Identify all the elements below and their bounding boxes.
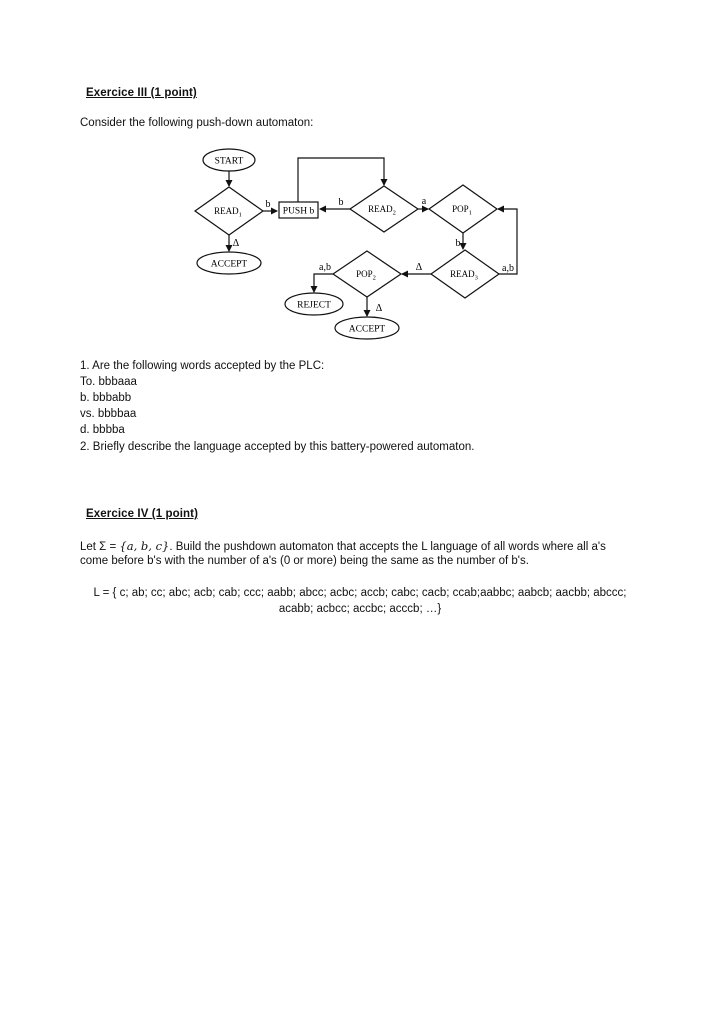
edge-read2-push-label: b [338, 197, 344, 208]
word-option-d: d. bbbba [80, 424, 125, 436]
edge-read3-pop2-label: Δ [415, 262, 423, 273]
edge-pop2-accept-label: Δ [375, 303, 383, 314]
read3-text: READ [450, 269, 475, 279]
accept2-label: ACCEPT [348, 324, 386, 335]
edge-pop2-reject-label: a,b [319, 262, 331, 273]
language-definition-line-1: L = { c; ab; cc; abc; acb; cab; ccc; aabb; abcc; acbc; accb; cabc; cacb; ccab;aabbc; aabcb; aacbb; abccc; [93, 587, 627, 599]
edge-pop1-read3-label: b [455, 238, 461, 249]
edge-read1-accept-label: Δ [232, 238, 240, 249]
exercise-4-statement-line-1 [80, 539, 606, 553]
pushdown-automaton-diagram [0, 0, 725, 360]
sigma-set: {a, b, c} [119, 539, 170, 553]
word-option-b: b. bbbabb [80, 392, 132, 404]
edge-read2-pop1-label: a [421, 196, 427, 207]
language-definition-line-2: acabb; acbcc; accbc; acccb; …} [278, 603, 442, 615]
start-label: START [214, 156, 244, 167]
word-option-a: To. bbbaaa [80, 376, 137, 388]
read1-subscript: 1 [238, 211, 242, 219]
pop2-subscript: 2 [372, 274, 376, 282]
word-option-c: vs. bbbbaa [80, 408, 137, 420]
question-1: 1. Are the following words accepted by the PLC: [80, 360, 325, 372]
read1-text: READ [214, 206, 239, 216]
sigma-suffix: . Build the pushdown automaton that accepts the L language of all words where all a's [169, 541, 606, 553]
edge-read3-loop-label: a,b [502, 263, 514, 274]
exercise-3-intro: Consider the following push-down automaton: [80, 117, 314, 129]
read3-subscript: 3 [474, 274, 478, 282]
exercise-3-title: Exercice III (1 point) [86, 87, 197, 99]
accept1-label: ACCEPT [210, 259, 248, 270]
push-b-label: PUSH b [282, 206, 315, 217]
pop1-text: POP [452, 204, 469, 214]
sigma-prefix: Let Σ = [80, 541, 120, 553]
read2-text: READ [368, 204, 393, 214]
pop2-text: POP [356, 269, 373, 279]
exercise-4-statement-line-2: come before b's with the number of a's (0 or more) being the same as the number of b's. [80, 555, 529, 567]
reject-label: REJECT [297, 300, 331, 311]
edge-read1-push-label: b [265, 199, 271, 210]
edge-pop2-reject [314, 274, 333, 292]
exercise-4-title: Exercice IV (1 point) [86, 508, 199, 520]
question-2: 2. Briefly describe the language accepted by this battery-powered automaton. [80, 441, 475, 453]
pop1-subscript: 1 [468, 209, 472, 217]
read2-subscript: 2 [392, 209, 396, 217]
